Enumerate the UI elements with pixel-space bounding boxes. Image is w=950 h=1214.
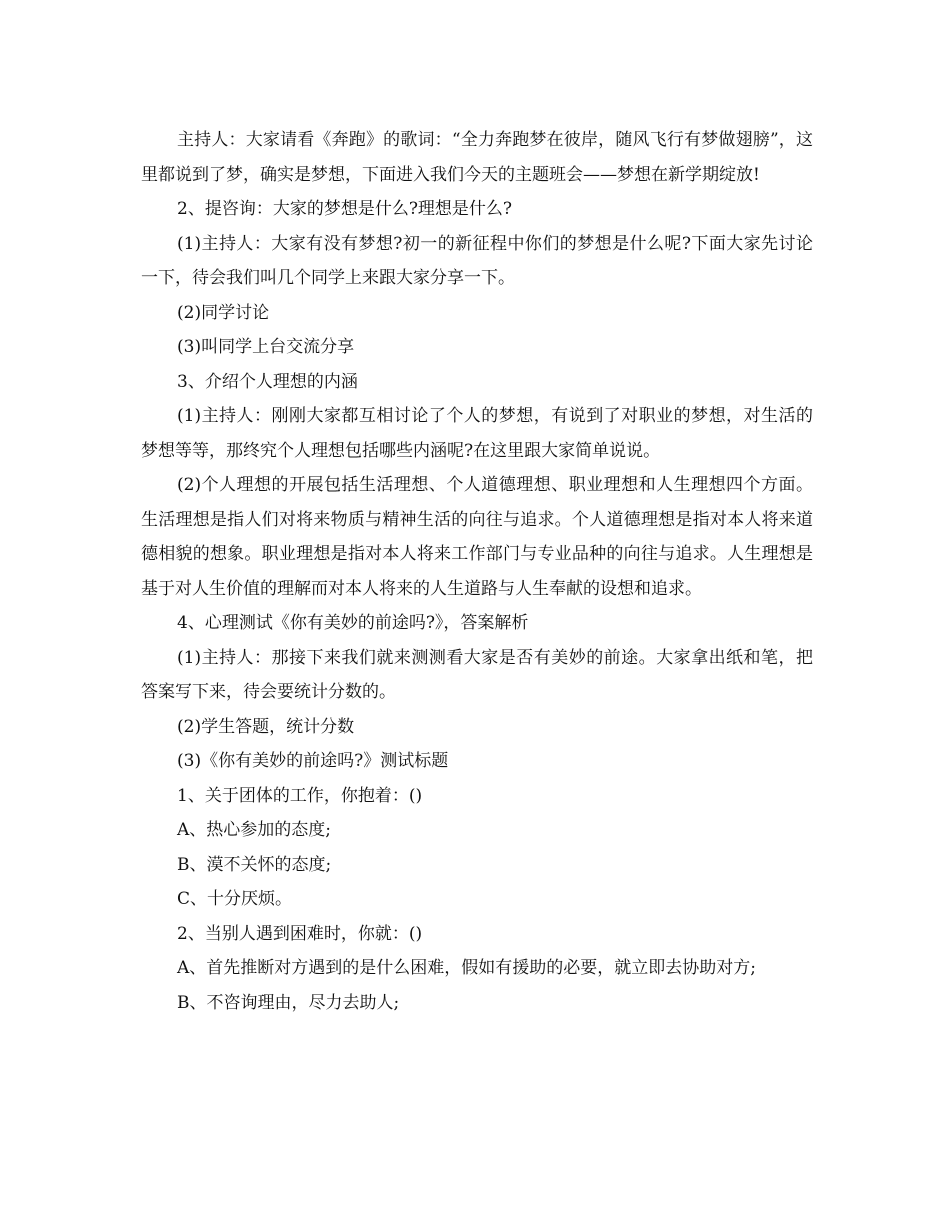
list-item: (3)叫同学上台交流分享 — [177, 337, 355, 357]
paragraph: (1)主持人：大家有没有梦想?初一的新征程中你们的梦想是什么呢?下面大家先讨论一下，待会我们叫几个同学上来跟大家分享一下。 — [141, 233, 813, 288]
answer-option: A、首先推断对方遇到的是什么困难，假如有援助的必要，就立即去协助对方; — [177, 958, 757, 978]
list-item: (3)《你有美妙的前途吗?》测试标题 — [177, 751, 449, 771]
section-heading: 2、提咨询：大家的梦想是什么?理想是什么? — [177, 199, 513, 219]
section-heading: 3、介绍个人理想的内涵 — [177, 371, 358, 392]
list-item: (2)学生答题，统计分数 — [177, 716, 355, 737]
list-item: (2)同学讨论 — [177, 302, 270, 323]
answer-option: B、漠不关怀的态度; — [177, 854, 332, 875]
answer-option: C、十分厌烦。 — [177, 889, 293, 909]
answer-option: B、不咨询理由，尽力去助人; — [177, 992, 400, 1013]
document-body — [141, 123, 813, 1020]
question: 2、当别人遇到困难时，你就：() — [177, 923, 423, 944]
section-heading: 4、心理测试《你有美妙的前途吗?》，答案解析 — [177, 613, 529, 633]
answer-option: A、热心参加的态度; — [177, 820, 332, 840]
paragraph: (1)主持人：那接下来我们就来测测看大家是否有美妙的前途。大家拿出纸和笔，把答案写下来，待会要统计分数的。 — [141, 647, 813, 702]
paragraph: 主持人：大家请看《奔跑》的歌词：“全力奔跑梦在彼岸，随风飞行有梦做翅膀”，这里都说到了梦，确实是梦想，下面进入我们今天的主题班会——梦想在新学期绽放! — [141, 130, 813, 185]
paragraph: (1)主持人：刚刚大家都互相讨论了个人的梦想，有说到了对职业的梦想，对生活的梦想等等，那终究个人理想包括哪些内涵呢?在这里跟大家简单说说。 — [141, 406, 813, 461]
question: 1、关于团体的工作，你抱着：() — [177, 785, 423, 806]
paragraph: (2)个人理想的开展包括生活理想、个人道德理想、职业理想和人生理想四个方面。生活理想是指人们对将来物质与精神生活的向往与追求。个人道德理想是指对本人将来道德相貌的想象。职业理想是指对本人将来工作部门与专业品种的向往与追求。人生理想是基于对人生价值的理解而对本人将来的人生道路与人生奉献的设想和追求。 — [141, 475, 813, 599]
